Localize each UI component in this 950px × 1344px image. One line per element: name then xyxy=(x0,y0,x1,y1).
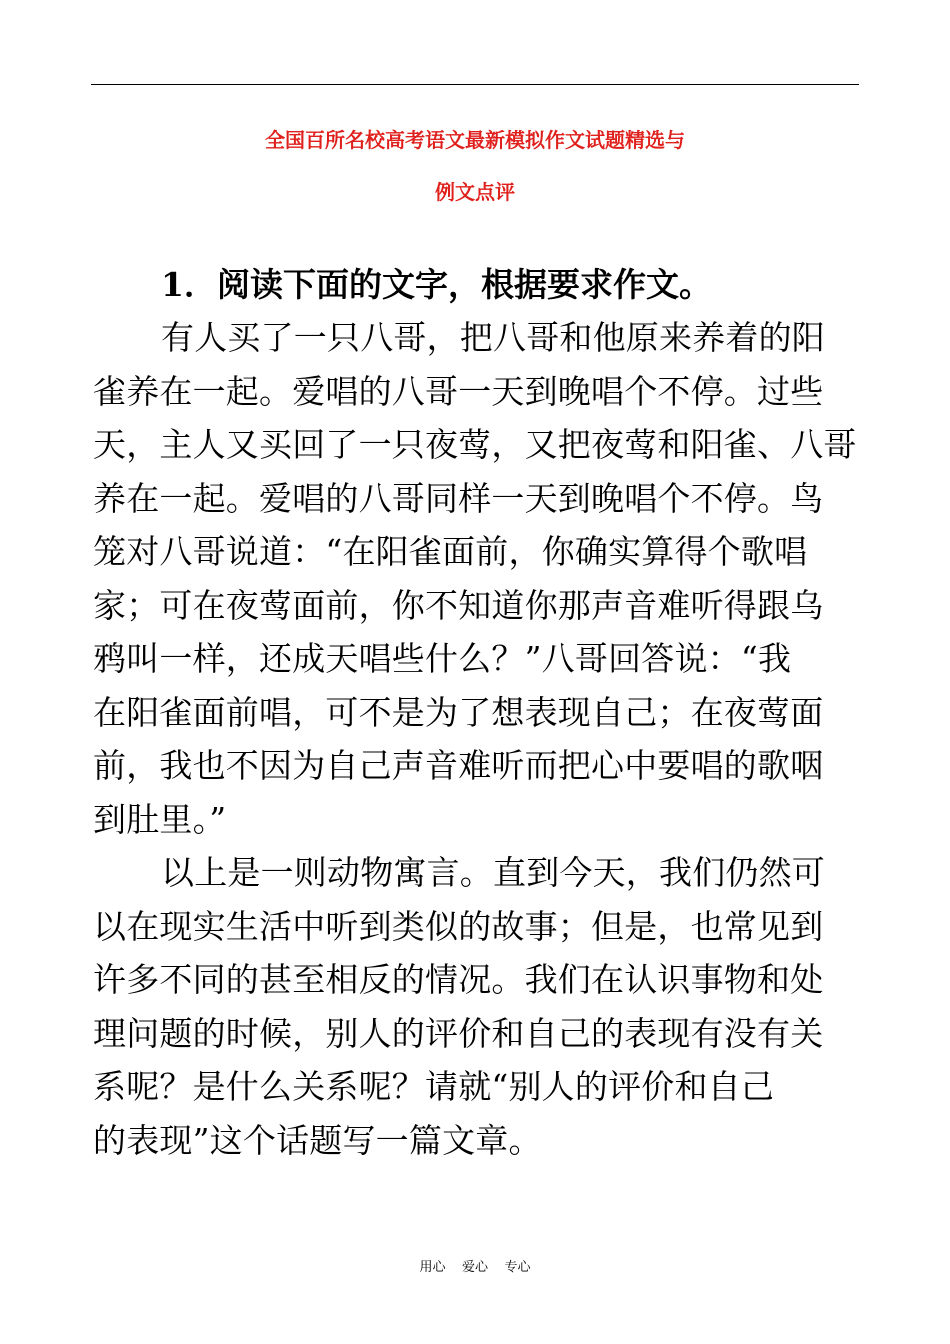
paragraph-line: 养在一起。爱唱的八哥同样一天到晚唱个不停。鸟 xyxy=(93,478,824,518)
paragraph-line: 在阳雀面前唱，可不是为了想表现自己；在夜莺面 xyxy=(93,692,824,732)
document-title-line-1: 全国百所名校高考语文最新模拟作文试题精选与 xyxy=(265,128,685,152)
paragraph-line: 鸦叫一样，还成天唱些什么？”八哥回答说：“我 xyxy=(93,639,792,678)
paragraph-line: 前，我也不因为自己声音难听而把心中要唱的歌咽 xyxy=(93,746,824,785)
header-rule xyxy=(91,84,859,85)
paragraph-line: 雀养在一起。爱唱的八哥一天到晚唱个不停。过些 xyxy=(93,371,824,411)
paragraph-instructions xyxy=(93,846,859,1167)
paragraph-fable xyxy=(93,311,859,846)
paragraph-line: 许多不同的甚至相反的情况。我们在认识事物和处 xyxy=(93,960,824,999)
paragraph-line: 理问题的时候，别人的评价和自己的表现有没有关 xyxy=(93,1013,824,1053)
paragraph-line: 到肚里。” xyxy=(93,799,227,839)
paragraph-line: 笼对八哥说道：“在阳雀面前，你确实算得个歌唱 xyxy=(93,532,808,571)
paragraph-line: 的表现”这个话题写一篇文章。 xyxy=(93,1120,542,1160)
paragraph-line: 以在现实生活中听到类似的故事；但是，也常见到 xyxy=(93,906,824,946)
paragraph-line: 系呢？是什么关系呢？请就“别人的评价和自己 xyxy=(93,1067,775,1106)
page-footer: 用心 爱心 专心 xyxy=(419,1260,531,1275)
paragraph-line: 家；可在夜莺面前，你不知道你那声音难听得跟乌 xyxy=(93,585,824,625)
question-heading: 1．阅读下面的文字，根据要求作文。 xyxy=(161,265,712,304)
document-title-line-2: 例文点评 xyxy=(435,180,515,204)
paragraph-line: 天，主人又买回了一只夜莺，又把夜莺和阳雀、八哥 xyxy=(93,425,857,464)
paragraph-line: 有人买了一只八哥，把八哥和他原来养着的阳 xyxy=(161,318,825,357)
paragraph-line: 以上是一则动物寓言。直到今天，我们仍然可 xyxy=(161,853,825,892)
document-body xyxy=(93,258,859,1167)
